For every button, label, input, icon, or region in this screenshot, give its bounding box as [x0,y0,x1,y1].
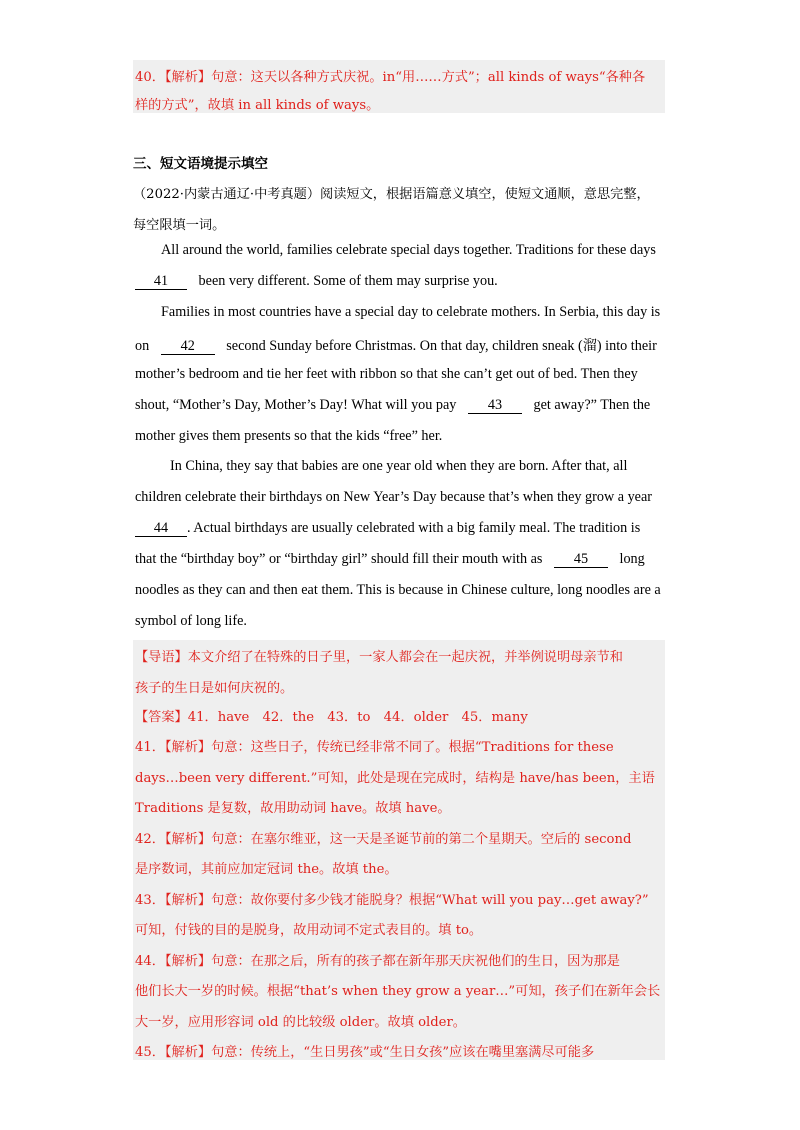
explanation-44-line1: 44．【解析】句意：在那之后，所有的孩子都在新年那天庆祝他们的生日，因为那是 [135,954,620,969]
explanation-40-line2: 样的方式”，故填 in all kinds of ways。 [135,98,380,113]
guide-line2: 孩子的生日是如何庆祝的。 [135,681,294,696]
explanation-40-block [133,60,665,113]
explanation-41-line1: 41．【解析】句意：这些日子，传统已经非常不同了。根据“Traditions for these [135,740,614,755]
section-title: 三、短文语境提示填空 [133,156,268,172]
passage-p3-line3 [135,520,640,537]
instructions-line1: （2022·内蒙古通辽·中考真题）阅读短文，根据语篇意义填空，使短文通顺，意思完整， [133,187,650,202]
explanation-41-line2: days…been very different.”可知，此处是现在完成时，结构是 have/has been，主语 [135,771,655,786]
answer-explanation-block [133,640,665,1060]
answer-key-line: 【答案】41．have 42．the 43．to 44．older 45．many [135,710,528,725]
explanation-45-line1: 45．【解析】句意：传统上，“生日男孩”或“生日女孩”应该在嘴里塞满尽可能多 [135,1045,595,1060]
passage-p1-line1: All around the world, families celebrate special days together. Traditions for these days [161,242,656,258]
explanation-43-line2: 可知，付钱的目的是脱身，故用动词不定式表目的。填 to。 [135,923,483,938]
instructions-line2: 每空限填一词。 [133,218,226,233]
passage-p3-line4-pre: that the “birthday boy” or “birthday girl” should fill their mouth with as [135,551,543,567]
passage-p1-line2 [135,273,498,290]
explanation-44-line3: 大一岁，应用形容词 old 的比较级 older。故填 older。 [135,1015,466,1030]
passage-p2-line1: Families in most countries have a special day to celebrate mothers. In Serbia, this day is [161,304,661,320]
passage-p2-line4-post: get away?” Then the [533,397,651,413]
passage-p2-line4 [135,397,650,414]
passage-p3-line5: noodles as they can and then eat them. This is because in Chinese culture, long noodles are a [135,582,661,598]
blank-42[interactable]: 42 [161,339,215,355]
explanation-43-line1: 43．【解析】句意：故你要付多少钱才能脱身？根据“What will you pay…get away?” [135,893,649,908]
passage-p3-line6: symbol of long life. [135,613,247,629]
passage-p2-line2 [135,335,657,355]
passage-p2-line5: mother gives them presents so that the kids “free” her. [135,428,443,444]
passage-p3-line3-post: . Actual birthdays are usually celebrated with a big family meal. The tradition is [187,520,641,536]
blank-43[interactable]: 43 [468,398,522,414]
explanation-44-line2: 他们长大一岁的时候。根据“that’s when they grow a year…”可知，孩子们在新年会长 [135,984,661,999]
passage-p2-line2-pre: on [135,338,150,354]
passage-p3-line1: In China, they say that babies are one year old when they are born. After that, all [170,458,628,474]
passage-p2-line3: mother’s bedroom and tie her feet with ribbon so that she can’t get out of bed. Then they [135,366,638,382]
explanation-41-line3: Traditions 是复数，故用助动词 have。故填 have。 [135,801,451,816]
passage-p3-line4 [135,551,645,568]
explanation-42-line1: 42．【解析】句意：在塞尔维亚，这一天是圣诞节前的第二个星期天。空后的 second [135,832,632,847]
passage-p1-line2-text: been very different. Some of them may surprise you. [198,273,498,289]
passage-p2-line4-pre: shout, “Mother’s Day, Mother’s Day! What will you pay [135,397,457,413]
explanation-42-line2: 是序数词，其前应加定冠词 the。故填 the。 [135,862,398,877]
blank-44[interactable]: 44 [135,521,187,537]
blank-45[interactable]: 45 [554,552,608,568]
explanation-40-line1: 40．【解析】句意：这天以各种方式庆祝。in“用……方式”；all kinds of ways“各种各 [135,70,646,85]
passage-p2-line2-post: second Sunday before Christmas. On that day, children sneak (溜) into their [226,338,657,354]
passage-p3-line4-post: long [619,551,645,567]
blank-41[interactable]: 41 [135,274,187,290]
passage-p3-line2: children celebrate their birthdays on New Year’s Day because that’s when they grow a year [135,489,653,505]
guide-line1: 【导语】本文介绍了在特殊的日子里，一家人都会在一起庆祝，并举例说明母亲节和 [135,650,623,665]
